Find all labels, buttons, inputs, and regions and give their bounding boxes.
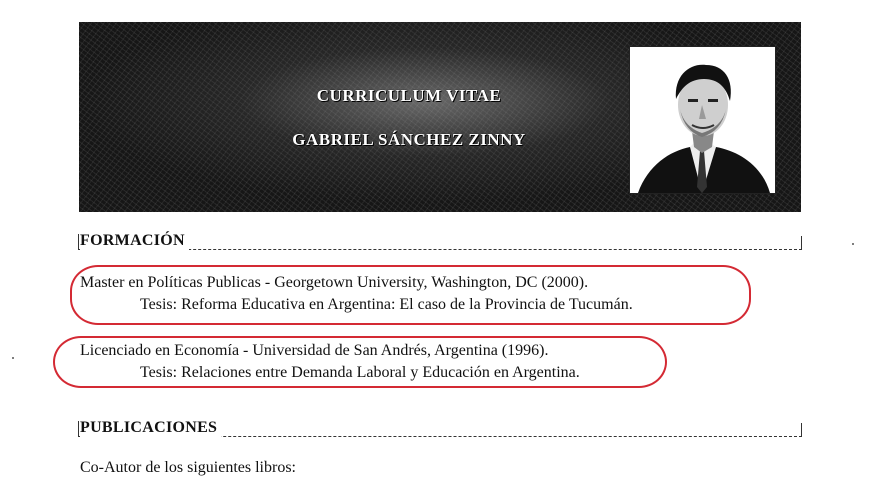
scan-speck [852,243,854,245]
cv-title: CURRICULUM VITAE [316,86,502,105]
section-title-publicaciones: PUBLICACIONES [80,419,221,437]
scan-speck [12,357,14,359]
section-heading-publicaciones [78,419,802,439]
education-entry-licenciado [80,340,580,384]
thesis-line: Tesis: Relaciones entre Demanda Laboral y Educación en Argentina. [140,364,580,381]
education-entry-master [80,272,633,316]
degree-line: Licenciado en Economía - Universidad de San Andrés, Argentina (1996). [80,342,549,359]
person-name: GABRIEL SÁNCHEZ ZINNY [292,130,526,149]
degree-line: Master en Políticas Publicas - Georgetown University, Washington, DC (2000). [80,274,589,291]
cv-header-banner [79,22,801,212]
section-heading-formacion [78,232,802,252]
publications-intro: Co-Autor de los siguientes libros: [80,459,296,476]
section-title-formacion: FORMACIÓN [80,232,189,250]
thesis-line: Tesis: Reforma Educativa en Argentina: El caso de la Provincia de Tucumán. [140,296,633,313]
portrait-photo [629,46,776,194]
